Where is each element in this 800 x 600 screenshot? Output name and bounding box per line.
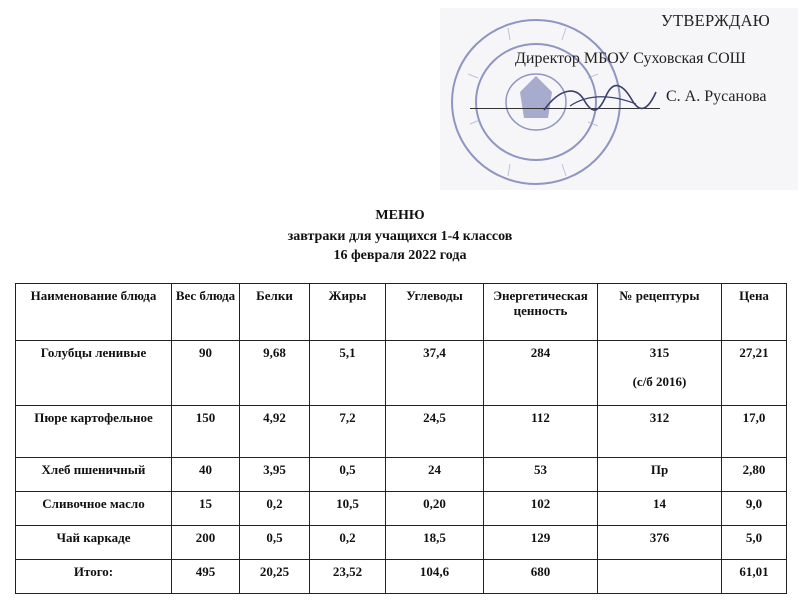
dish-price: 2,80: [722, 458, 787, 492]
dish-energy: 112: [484, 406, 598, 458]
dish-price: 27,21: [722, 341, 787, 406]
dish-weight: 200: [172, 526, 240, 560]
approval-name: С. А. Русанова: [666, 88, 767, 105]
menu-table: [15, 283, 787, 594]
handwritten-signature: [540, 80, 660, 120]
dish-energy: 102: [484, 492, 598, 526]
dish-energy: 129: [484, 526, 598, 560]
table-row: [16, 406, 787, 458]
dish-carbs: 18,5: [386, 526, 484, 560]
col-header-weight: Вес блюда: [172, 284, 240, 341]
recipe-note: (с/б 2016): [632, 374, 687, 389]
menu-title: МЕНЮ: [375, 208, 425, 223]
dish-protein: 0,5: [240, 526, 310, 560]
total-weight: 495: [172, 560, 240, 594]
dish-price: 5,0: [722, 526, 787, 560]
dish-recipe: 14: [598, 492, 722, 526]
dish-protein: 3,95: [240, 458, 310, 492]
table-row: [16, 492, 787, 526]
dish-fat: 0,2: [310, 526, 386, 560]
dish-name: Голубцы ленивые: [16, 341, 172, 406]
menu-subtitle: завтраки для учащихся 1-4 классов: [287, 229, 513, 244]
dish-recipe: Пр: [598, 458, 722, 492]
dish-name: Чай каркаде: [16, 526, 172, 560]
dish-fat: 10,5: [310, 492, 386, 526]
dish-weight: 90: [172, 341, 240, 406]
dish-energy: 53: [484, 458, 598, 492]
menu-date: 16 февраля 2022 года: [333, 248, 467, 263]
total-energy: 680: [484, 560, 598, 594]
total-recipe: [598, 560, 722, 594]
approval-position: Директор МБОУ Суховская СОШ: [515, 50, 746, 67]
dish-energy: 284: [484, 341, 598, 406]
table-row: [16, 526, 787, 560]
dish-protein: 9,68: [240, 341, 310, 406]
dish-fat: 5,1: [310, 341, 386, 406]
col-header-energy: Энергетическая ценность: [484, 284, 598, 341]
dish-fat: 7,2: [310, 406, 386, 458]
approval-title: УТВЕРЖДАЮ: [661, 11, 771, 30]
dish-carbs: 37,4: [386, 341, 484, 406]
dish-protein: 0,2: [240, 492, 310, 526]
total-fat: 23,52: [310, 560, 386, 594]
col-header-fat: Жиры: [310, 284, 386, 341]
dish-recipe: 376: [598, 526, 722, 560]
col-header-price: Цена: [722, 284, 787, 341]
dish-recipe: [598, 341, 722, 406]
col-header-carbs: Углеводы: [386, 284, 484, 341]
dish-weight: 15: [172, 492, 240, 526]
dish-carbs: 0,20: [386, 492, 484, 526]
dish-name: Сливочное масло: [16, 492, 172, 526]
dish-name: Пюре картофельное: [16, 406, 172, 458]
dish-price: 17,0: [722, 406, 787, 458]
total-price: 61,01: [722, 560, 787, 594]
dish-weight: 150: [172, 406, 240, 458]
dish-fat: 0,5: [310, 458, 386, 492]
col-header-protein: Белки: [240, 284, 310, 341]
dish-price: 9,0: [722, 492, 787, 526]
total-carbs: 104,6: [386, 560, 484, 594]
total-row: [16, 560, 787, 594]
table-header-row: [16, 284, 787, 341]
dish-carbs: 24,5: [386, 406, 484, 458]
dish-recipe: 312: [598, 406, 722, 458]
dish-protein: 4,92: [240, 406, 310, 458]
col-header-name: Наименование блюда: [16, 284, 172, 341]
table-row: [16, 341, 787, 406]
total-label: Итого:: [16, 560, 172, 594]
dish-weight: 40: [172, 458, 240, 492]
dish-carbs: 24: [386, 458, 484, 492]
recipe-number: 315: [649, 345, 670, 360]
total-protein: 20,25: [240, 560, 310, 594]
table-row: [16, 458, 787, 492]
dish-name: Хлеб пшеничный: [16, 458, 172, 492]
col-header-recipe: № рецептуры: [598, 284, 722, 341]
